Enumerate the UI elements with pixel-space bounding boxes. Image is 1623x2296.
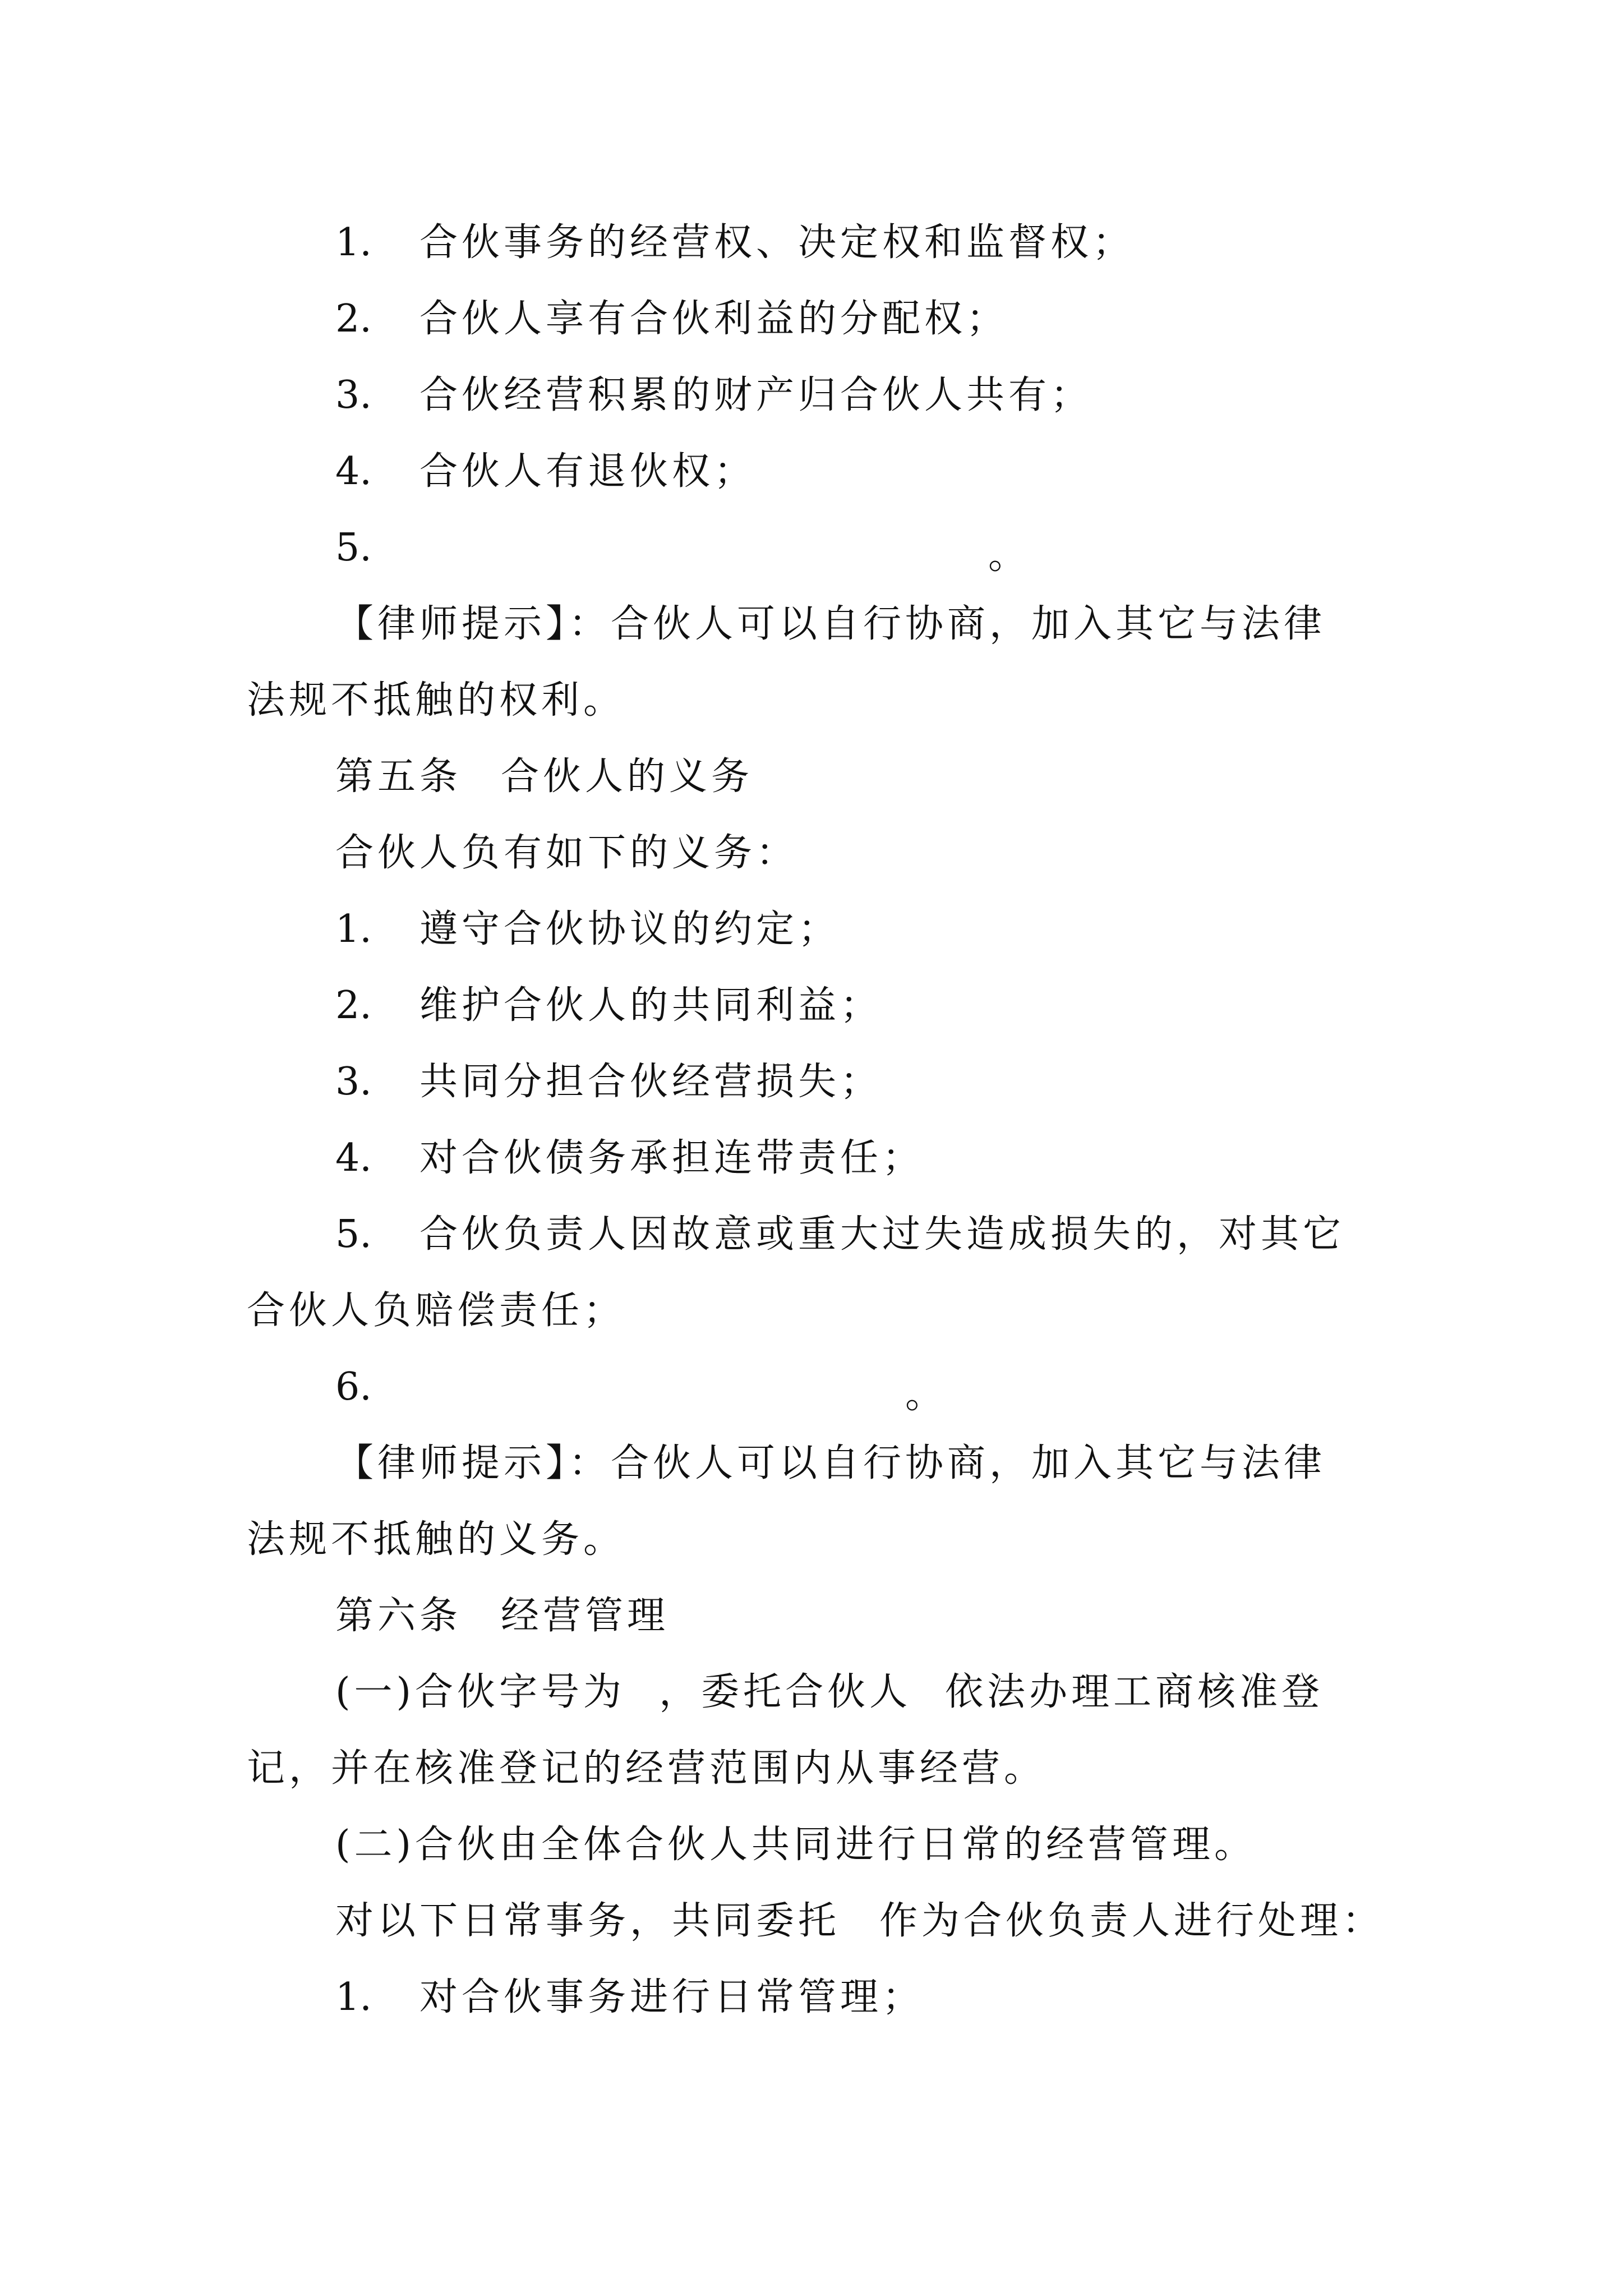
- list-number: 4.: [335, 1136, 372, 1180]
- rights-item-4: [335, 447, 756, 497]
- article-5-intro: 合伙人负有如下的义务：: [335, 831, 799, 875]
- list-number: 6.: [335, 1365, 372, 1409]
- article-6-para-1-line2: 记，并在核准登记的经营范围内从事经营。: [247, 1746, 1046, 1791]
- duties-item-4: [335, 1133, 924, 1184]
- list-text: 对合伙事务进行日常管理；: [419, 1975, 925, 2019]
- article-5-heading: [335, 752, 753, 802]
- duties-item-3: [335, 1057, 882, 1107]
- rights-item-2: [335, 294, 1008, 344]
- list-text: 对合伙债务承担连带责任；: [419, 1136, 925, 1180]
- rights-item-1: [335, 218, 1135, 268]
- list-text: 维护合伙人的共同利益；: [419, 983, 883, 1028]
- rights-item-5: [335, 523, 419, 573]
- duties-item-1: [335, 904, 840, 955]
- text-run: (一)合伙字号为: [335, 1670, 626, 1714]
- article-label: 第六条: [335, 1594, 462, 1638]
- lawyer-tip-duties-line1: 【律师提示】：合伙人可以自行协商，加入其它与法律: [335, 1441, 1326, 1485]
- duties-item-2: [335, 981, 882, 1031]
- list-number: 5.: [335, 526, 372, 570]
- lawyer-tip-rights-line2: 法规不抵触的权利。: [247, 678, 626, 723]
- article-title: 合伙人的义务: [501, 754, 754, 799]
- text-run: 依法办理工商核准登: [945, 1670, 1324, 1714]
- lawyer-tip-rights-line1: 【律师提示】：合伙人可以自行协商，加入其它与法律: [335, 602, 1326, 646]
- text-run: 作为合伙负责人进行处理：: [879, 1899, 1385, 1943]
- article-6-item-1: [335, 1972, 924, 2023]
- list-text: 合伙人享有合伙利益的分配权；: [419, 297, 1009, 341]
- duties-item-6: [335, 1362, 419, 1412]
- list-text: 共同分担合伙经营损失；: [419, 1060, 883, 1104]
- list-number: 1.: [335, 1975, 372, 2019]
- text-run: 对以下日常事务，共同委托: [335, 1899, 841, 1943]
- article-6-heading: [335, 1591, 669, 1641]
- lawyer-tip-duties-line2: 法规不抵触的义务。: [247, 1517, 626, 1562]
- list-number: 5.: [335, 1212, 372, 1257]
- list-text: 遵守合伙协议的约定；: [419, 907, 841, 951]
- duties-item-5: [335, 1209, 1345, 1260]
- list-number: 2.: [335, 297, 372, 341]
- list-number: 3.: [335, 1060, 372, 1104]
- duties-item-5-continued: 合伙人负赔偿责任；: [247, 1289, 626, 1333]
- article-6-para-1-line1: [335, 1667, 1324, 1718]
- list-text: 合伙负责人因故意或重大过失造成损失的，对其它: [419, 1212, 1345, 1257]
- article-6-para-2: (二)合伙由全体合伙人共同进行日常的经营管理。: [335, 1823, 1257, 1867]
- list-number: 1.: [335, 907, 372, 951]
- list-number: 3.: [335, 373, 372, 417]
- article-6-para-3: [335, 1896, 1384, 1947]
- list-text: 合伙人有退伙权；: [419, 449, 757, 494]
- list-text: 合伙经营积累的财产归合伙人共有；: [419, 373, 1093, 417]
- article-label: 第五条: [335, 754, 462, 799]
- rights-item-3: [335, 370, 1092, 421]
- list-number: 1.: [335, 220, 372, 265]
- blank-end-period: 。: [905, 1373, 944, 1417]
- blank-end-period: 。: [988, 533, 1027, 578]
- list-number: 2.: [335, 983, 372, 1028]
- list-number: 4.: [335, 449, 372, 494]
- list-text: 合伙事务的经营权、决定权和监督权；: [419, 220, 1135, 265]
- article-title: 经营管理: [501, 1594, 670, 1638]
- text-run: ，委托合伙人: [659, 1670, 912, 1714]
